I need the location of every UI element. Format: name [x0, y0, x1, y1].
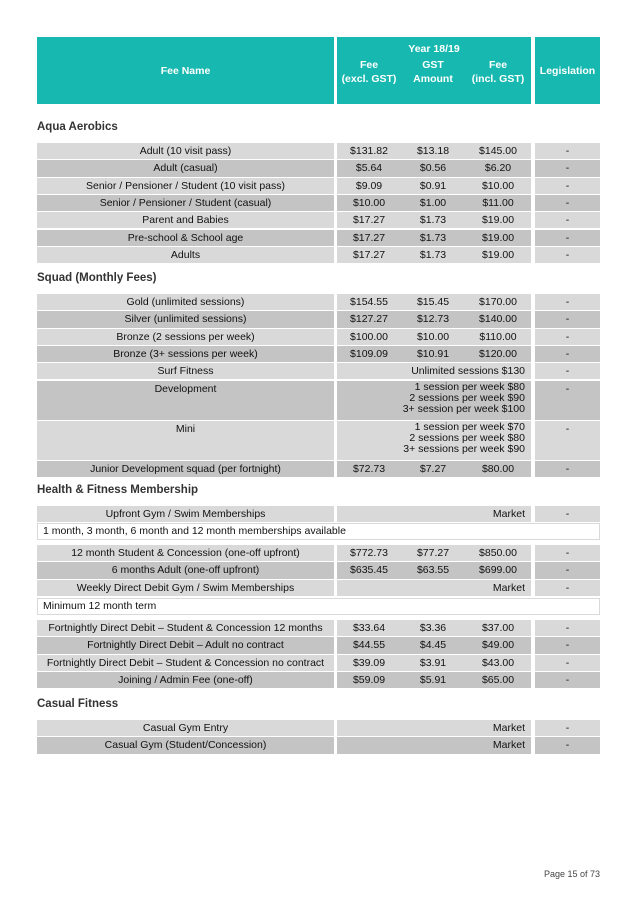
fee-excl-gst: $154.55: [350, 296, 388, 308]
legislation-cell: -: [535, 178, 600, 194]
fee-values-cell: [337, 562, 531, 578]
fee-excl-gst: $9.09: [355, 179, 383, 192]
gst-amount: $1.00: [419, 196, 447, 209]
table-row: [37, 620, 600, 636]
fee-values-cell: [337, 720, 531, 736]
fee-name-cell: Fortnightly Direct Debit – Student & Concession 12 months: [37, 620, 334, 636]
table-row: [37, 506, 600, 522]
legislation-cell: -: [535, 620, 600, 636]
table-row: [37, 143, 600, 159]
fee-incl-gst: $80.00: [481, 462, 515, 475]
fee-incl-gst: $43.00: [481, 656, 515, 669]
gst-amount: $77.27: [416, 547, 450, 559]
fee-incl-gst: $699.00: [479, 564, 517, 577]
gst-amount: $12.73: [416, 313, 450, 326]
gst-amount: $63.55: [416, 564, 450, 577]
fee-values-cell: [337, 545, 531, 561]
fee-values-cell: [337, 212, 531, 228]
section-title-casual: Casual Fitness: [37, 698, 119, 710]
legislation-cell: -: [535, 329, 600, 345]
gst-amount: $15.45: [416, 296, 450, 308]
legislation-cell: -: [535, 562, 600, 578]
fee-span-text: Market: [492, 739, 525, 752]
fee-values-cell: [337, 421, 531, 460]
fee-values-cell: [337, 178, 531, 194]
fee-name-cell: 6 months Adult (one-off upfront): [37, 562, 334, 578]
legislation-cell: -: [535, 143, 600, 159]
fee-values-cell: [337, 346, 531, 362]
gst-amount: $7.27: [419, 462, 447, 475]
header-legislation-label: Legislation: [539, 64, 596, 77]
fee-values-cell: [337, 311, 531, 327]
gst-amount: $3.36: [419, 622, 447, 634]
fee-span-text: Market: [492, 722, 525, 734]
fee-excl-gst: $17.27: [352, 231, 386, 244]
fee-excl-gst: $44.55: [352, 639, 386, 652]
legislation-cell: -: [535, 247, 600, 263]
gst-amount: $1.73: [419, 231, 447, 244]
fee-excl-gst: $100.00: [350, 330, 388, 343]
header-fee-name: [37, 37, 334, 104]
fee-name-cell: Casual Gym (Student/Concession): [37, 737, 334, 753]
gst-amount: $1.73: [419, 214, 447, 227]
fee-name-cell: Joining / Admin Fee (one-off): [37, 672, 334, 688]
gst-amount: $1.73: [419, 248, 447, 261]
fee-name-cell: Bronze (3+ sessions per week): [37, 346, 334, 362]
header-fee-name-label: Fee Name: [160, 64, 211, 77]
legislation-cell: -: [535, 506, 600, 522]
fee-values-cell: [337, 637, 531, 653]
fee-name-cell: Adults: [37, 247, 334, 263]
fee-span-text: Market: [492, 581, 525, 594]
fee-name-cell: Adult (casual): [37, 160, 334, 176]
fee-excl-gst: $39.09: [352, 656, 386, 669]
header-year-group: [337, 37, 531, 104]
fee-values-cell: [337, 620, 531, 636]
fee-name-cell: Mini: [37, 421, 334, 460]
note-membership-options: 1 month, 3 month, 6 month and 12 month memberships available: [37, 523, 600, 540]
fee-values-cell: [337, 247, 531, 263]
table-row: [37, 580, 600, 596]
fee-values-cell: [337, 461, 531, 477]
table-row: [37, 545, 600, 561]
fee-values-cell: [337, 160, 531, 176]
table-row: [37, 363, 600, 379]
fee-values-cell: [337, 737, 531, 753]
legislation-cell: -: [535, 212, 600, 228]
fee-values-cell: [337, 672, 531, 688]
fee-values-cell: [337, 580, 531, 596]
table-row: [37, 672, 600, 688]
fee-incl-gst: $170.00: [479, 296, 517, 308]
section-title-aqua: Aqua Aerobics: [37, 121, 118, 133]
fee-excl-gst: $772.73: [350, 547, 388, 559]
fee-incl-gst: $6.20: [484, 162, 512, 175]
fee-excl-gst: $127.27: [350, 313, 388, 326]
gst-amount: $13.18: [416, 145, 450, 157]
table-row: [37, 178, 600, 194]
header-gst-l2: Amount: [413, 73, 453, 85]
header-fee-incl-l2: (incl. GST): [471, 73, 525, 85]
fee-name-cell: Senior / Pensioner / Student (casual): [37, 195, 334, 211]
fee-values-cell: [337, 294, 531, 310]
fee-incl-gst: $850.00: [479, 547, 517, 559]
fee-span-text: 1 session per week $70 2 sessions per week $80 3+ sessions per week $90: [403, 420, 525, 455]
fee-span-text: Market: [492, 508, 525, 520]
fee-name-cell: 12 month Student & Concession (one-off upfront): [37, 545, 334, 561]
section-title-squad: Squad (Monthly Fees): [37, 272, 157, 284]
fee-incl-gst: $11.00: [482, 196, 514, 209]
fee-values-cell: [337, 195, 531, 211]
fee-span-text: 1 session per week $80 2 sessions per week $90 3+ session per week $100: [402, 380, 525, 415]
fee-name-cell: Bronze (2 sessions per week): [37, 329, 334, 345]
table-row: [37, 329, 600, 345]
section-title-health: Health & Fitness Membership: [37, 484, 199, 496]
fee-excl-gst: $109.09: [350, 347, 388, 360]
gst-amount: $3.91: [419, 656, 447, 669]
fee-name-cell: Fortnightly Direct Debit – Adult no contract: [37, 637, 334, 653]
fee-name-cell: Upfront Gym / Swim Memberships: [37, 506, 334, 522]
legislation-cell: -: [535, 545, 600, 561]
header-fee-incl: [465, 58, 531, 86]
table-row: [37, 230, 600, 246]
header-gst-l1: GST: [422, 59, 444, 71]
fee-incl-gst: $19.00: [481, 231, 515, 244]
fee-excl-gst: $33.64: [352, 622, 386, 634]
fee-values-cell: [337, 381, 531, 420]
fee-name-cell: Parent and Babies: [37, 212, 334, 228]
fee-values-cell: [337, 230, 531, 246]
fee-name-cell: Fortnightly Direct Debit – Student & Concession no contract: [37, 655, 334, 671]
table-row: [37, 195, 600, 211]
legislation-cell: -: [535, 655, 600, 671]
table-row: [37, 461, 600, 477]
fee-incl-gst: $10.00: [481, 179, 515, 192]
fee-name-cell: Gold (unlimited sessions): [37, 294, 334, 310]
fee-excl-gst: $131.82: [350, 145, 388, 157]
fee-excl-gst: $72.73: [352, 462, 386, 475]
fee-name-cell: Silver (unlimited sessions): [37, 311, 334, 327]
fee-incl-gst: $19.00: [481, 214, 515, 227]
fee-incl-gst: $49.00: [481, 639, 515, 652]
fee-excl-gst: $10.00: [352, 196, 386, 209]
header-fee-incl-l1: Fee: [488, 59, 508, 71]
fee-values-cell: [337, 506, 531, 522]
fee-name-cell: Development: [37, 381, 334, 420]
fee-values-cell: [337, 655, 531, 671]
fee-values-cell: [337, 363, 531, 379]
gst-amount: $0.91: [419, 179, 447, 192]
table-row: [37, 294, 600, 310]
page-number: Page 15 of 73: [543, 869, 600, 879]
table-row: [37, 562, 600, 578]
legislation-cell: -: [535, 363, 600, 379]
table-row: [37, 720, 600, 736]
fee-incl-gst: $120.00: [479, 347, 517, 360]
table-row: [37, 160, 600, 176]
fee-excl-gst: $59.09: [352, 673, 386, 686]
fee-excl-gst: $17.27: [352, 248, 386, 261]
gst-amount: $10.91: [416, 347, 450, 360]
table-row: [37, 247, 600, 263]
legislation-cell: -: [535, 230, 600, 246]
legislation-cell: -: [535, 737, 600, 753]
gst-amount: $4.45: [419, 639, 447, 652]
fee-name-cell: Senior / Pensioner / Student (10 visit pass): [37, 178, 334, 194]
legislation-cell: -: [535, 160, 600, 176]
table-row: [37, 381, 600, 420]
table-row: [37, 737, 600, 753]
fee-incl-gst: $37.00: [481, 622, 515, 634]
fee-name-cell: Surf Fitness: [37, 363, 334, 379]
header-legislation: [535, 37, 600, 104]
table-row: [37, 655, 600, 671]
fee-name-cell: Pre-school & School age: [37, 230, 334, 246]
fee-values-cell: [337, 329, 531, 345]
gst-amount: $5.91: [419, 673, 447, 686]
header-fee-excl-l1: Fee: [359, 59, 379, 71]
table-row: [37, 637, 600, 653]
table-row: [37, 346, 600, 362]
header-fee-excl-l2: (excl. GST): [341, 73, 397, 85]
gst-amount: $10.00: [416, 330, 450, 343]
fee-name-cell: Adult (10 visit pass): [37, 143, 334, 159]
legislation-cell: -: [535, 294, 600, 310]
legislation-cell: -: [535, 580, 600, 596]
fee-name-cell: Weekly Direct Debit Gym / Swim Memberships: [37, 580, 334, 596]
legislation-cell: -: [535, 421, 600, 460]
header-gst: [401, 58, 465, 86]
fee-name-cell: Junior Development squad (per fortnight): [37, 461, 334, 477]
legislation-cell: -: [535, 672, 600, 688]
legislation-cell: -: [535, 346, 600, 362]
gst-amount: $0.56: [419, 162, 447, 175]
fee-incl-gst: $65.00: [481, 673, 515, 686]
legislation-cell: -: [535, 637, 600, 653]
legislation-cell: -: [535, 311, 600, 327]
legislation-cell: -: [535, 461, 600, 477]
table-row: [37, 212, 600, 228]
fee-excl-gst: $635.45: [350, 564, 388, 577]
table-row: [37, 311, 600, 327]
header-year: Year 18/19: [408, 43, 460, 55]
fee-incl-gst: $110.00: [479, 330, 517, 343]
table-row: [37, 421, 600, 460]
note-minimum-term: Minimum 12 month term: [37, 598, 600, 615]
fee-excl-gst: $5.64: [355, 162, 383, 175]
legislation-cell: -: [535, 195, 600, 211]
fee-incl-gst: $140.00: [479, 313, 517, 326]
fee-incl-gst: $19.00: [481, 248, 515, 261]
fee-incl-gst: $145.00: [479, 145, 517, 157]
fee-name-cell: Casual Gym Entry: [37, 720, 334, 736]
fee-values-cell: [337, 143, 531, 159]
legislation-cell: -: [535, 720, 600, 736]
fee-excl-gst: $17.27: [352, 214, 386, 227]
legislation-cell: -: [535, 381, 600, 420]
header-fee-excl: [337, 58, 401, 86]
fee-span-text: Unlimited sessions $130: [411, 365, 525, 378]
